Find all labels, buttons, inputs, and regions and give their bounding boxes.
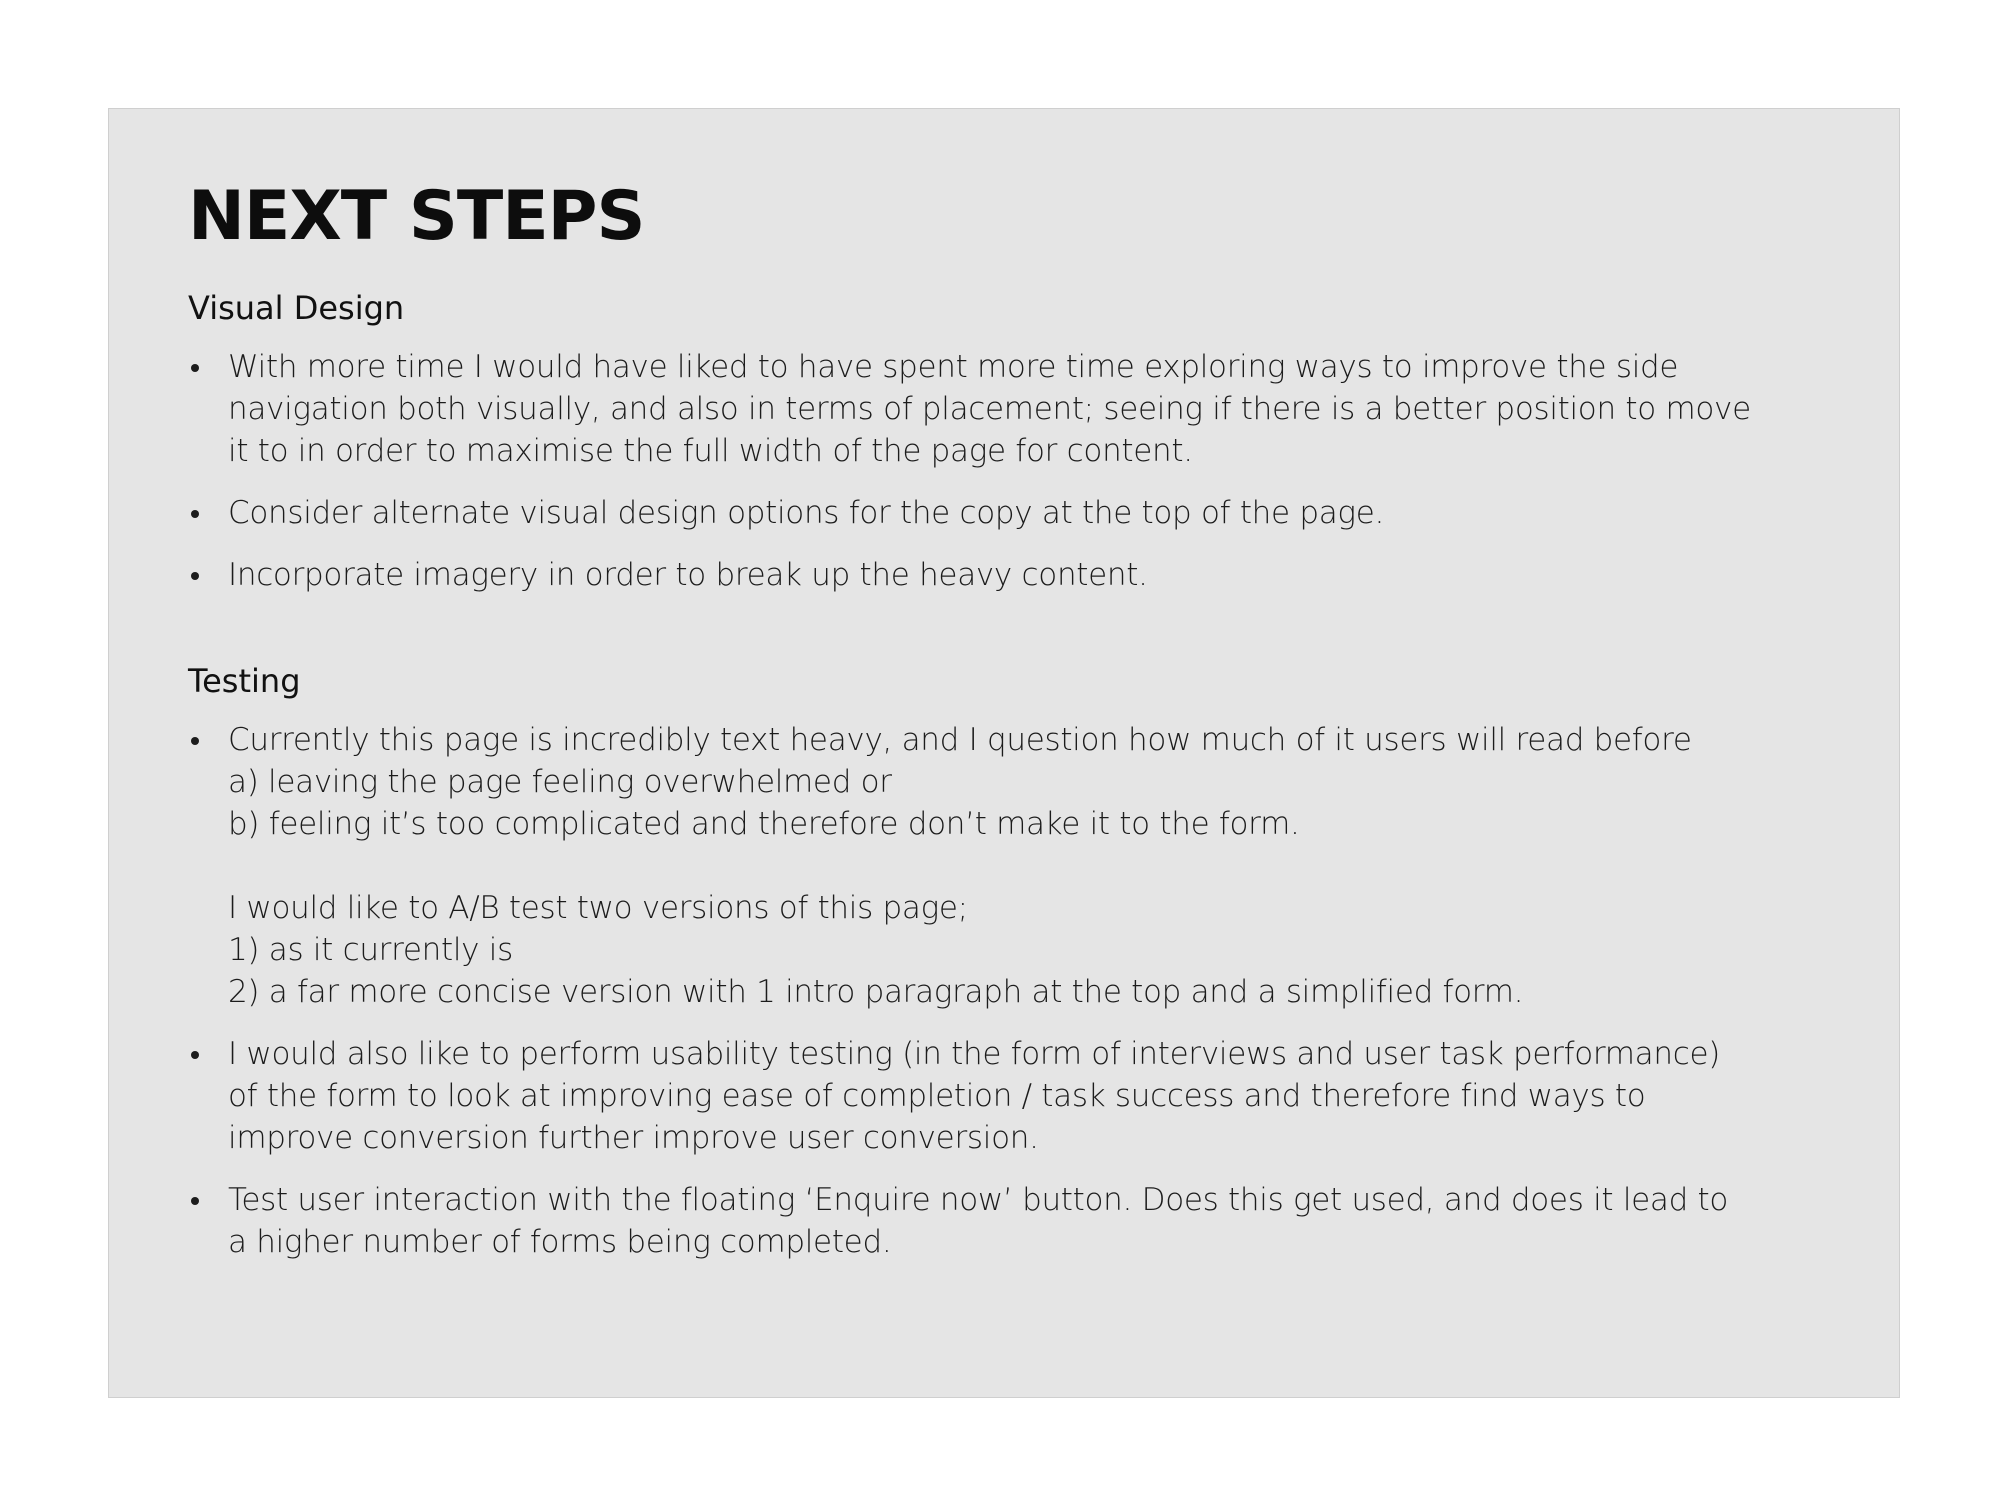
page-title: NEXT STEPS [188, 177, 645, 256]
content-panel [108, 108, 1900, 1398]
text-line: Consider alternate visual design options for the copy at the top of the page. [228, 495, 1385, 531]
text-line: 2) a far more concise version with 1 intro paragraph at the top and a simplified form. [228, 974, 1524, 1010]
bullet-icon [191, 1051, 199, 1059]
text-line: of the form to look at improving ease of completion / task success and therefore find ways to [228, 1078, 1646, 1114]
text-line: improve conversion further improve user conversion. [228, 1120, 1039, 1156]
content-body [188, 177, 1848, 1283]
section-heading-testing: Testing [188, 662, 301, 700]
text-line: I would also like to perform usability testing (in the form of interviews and user task performance) [228, 1036, 1721, 1072]
text-line: a) leaving the page feeling overwhelmed or [228, 764, 892, 800]
text-line: navigation both visually, and also in terms of placement; seeing if there is a better position to move [228, 391, 1751, 427]
list-item [188, 1179, 1848, 1263]
bullet-list-testing [188, 719, 1848, 1263]
bullet-icon [191, 364, 199, 372]
list-item [188, 346, 1848, 472]
paragraph-gap [228, 845, 1848, 887]
bullet-icon [191, 737, 199, 745]
text-line: a higher number of forms being completed. [228, 1224, 892, 1260]
text-line: 1) as it currently is [228, 932, 513, 968]
list-item [188, 719, 1848, 1013]
list-item [188, 554, 1848, 596]
bullet-icon [191, 572, 199, 580]
section-heading-visual-design: Visual Design [188, 289, 405, 327]
text-line: b) feeling it’s too complicated and therefore don’t make it to the form. [228, 806, 1300, 842]
text-line: it to in order to maximise the full width of the page for content. [228, 433, 1193, 469]
text-line: I would like to A/B test two versions of this page; [228, 890, 968, 926]
bullet-icon [191, 1197, 199, 1205]
bullet-icon [191, 510, 199, 518]
bullet-list-visual-design [188, 346, 1848, 596]
text-line: Incorporate imagery in order to break up the heavy content. [228, 557, 1148, 593]
text-line: Test user interaction with the floating ‘Enquire now’ button. Does this get used, and does it lead to [228, 1182, 1729, 1218]
text-line: With more time I would have liked to have spent more time exploring ways to improve the side [228, 349, 1679, 385]
list-item [188, 1033, 1848, 1159]
text-line: Currently this page is incredibly text heavy, and I question how much of it users will read before [228, 722, 1692, 758]
list-item [188, 492, 1848, 534]
